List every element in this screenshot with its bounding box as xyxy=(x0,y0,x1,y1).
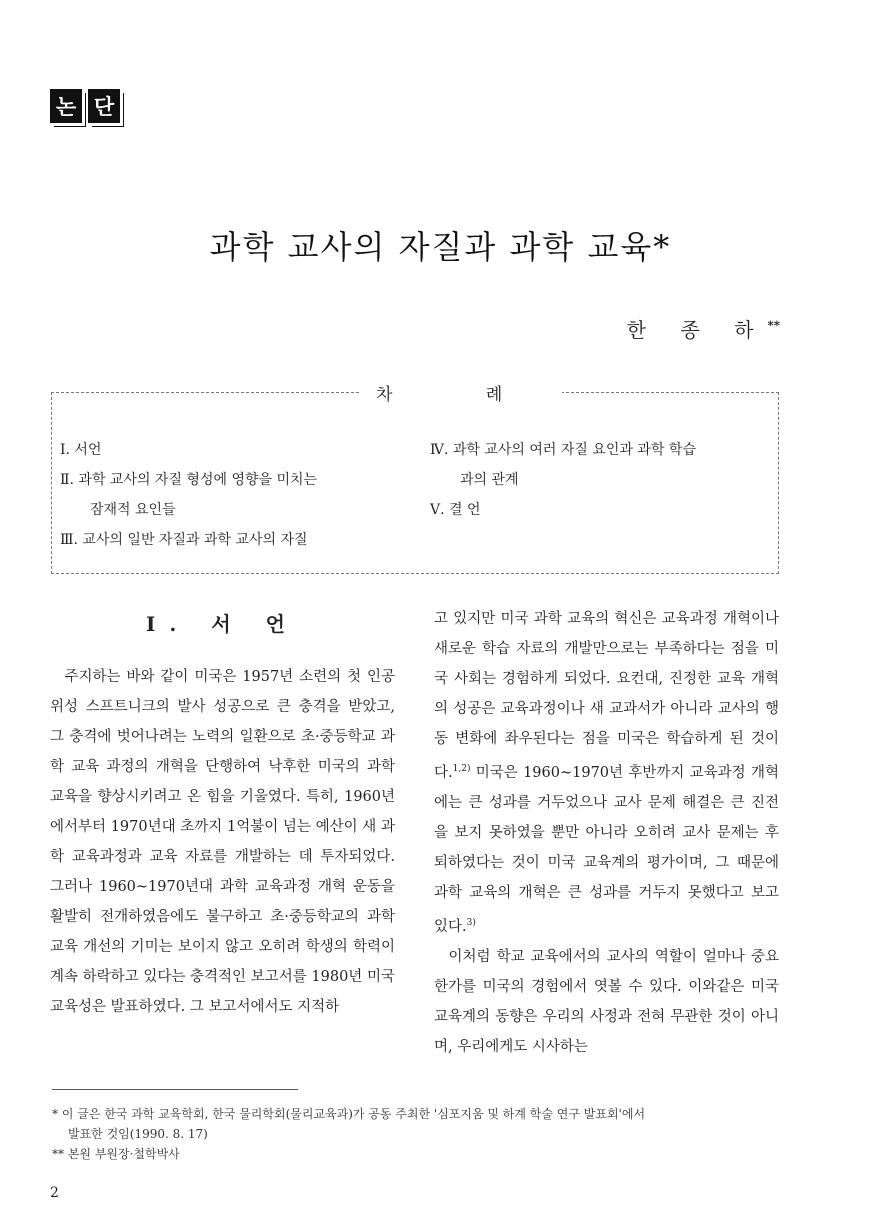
toc-item: Ⅰ. 서언 xyxy=(60,442,102,458)
paragraph-text: 미국은 1960~1970년 후반까지 교육과정 개혁에는 큰 성과를 거두었으나 교사 문제 해결은 큰 진전을 보지 못하였을 뿐만 아니라 오히려 교사 문제는 후퇴하였다는 것이 미국 교육계의 평가이며, 그 때문에 과학 교육의 개혁은 큰 성과를 거두지 못했다고 보고 있다. xyxy=(434,764,779,935)
toc-item: Ⅲ. 교사의 일반 자질과 과학 교사의 자질 xyxy=(60,532,308,548)
author-mark: ** xyxy=(767,318,780,333)
author-name: 한 종 하 xyxy=(626,318,768,342)
body-left-column xyxy=(50,662,395,1022)
toc-item: 과의 관계 xyxy=(460,472,519,488)
toc-item: Ⅱ. 과학 교사의 자질 형성에 영향을 미치는 xyxy=(60,472,318,488)
author xyxy=(620,314,780,343)
section-badge-1: 논 xyxy=(50,89,82,123)
footnote-divider xyxy=(52,1089,298,1090)
citation: 1,2) xyxy=(452,764,471,774)
section-badge-2: 단 xyxy=(88,89,120,123)
toc-item: Ⅴ. 결 언 xyxy=(430,502,481,518)
section-heading: Ⅰ. 서 언 xyxy=(146,612,299,636)
footnote-continuation: 발표한 것임(1990. 8. 17) xyxy=(68,1127,208,1141)
paragraph xyxy=(434,604,779,942)
article-title: 과학 교사의 자질과 과학 교육* xyxy=(209,228,672,266)
paragraph: 이처럼 학교 교육에서의 교사의 역할이 얼마나 중요한가를 미국의 경험에서 엿볼 수 있다. 이와같은 미국 교육계의 동향은 우리의 사정과 전혀 무관한 것이 아니며, 우리에게도 시사하는 xyxy=(434,948,779,1055)
paragraph-text: 고 있지만 미국 과학 교육의 혁신은 교육과정 개혁이나 새로운 학습 자료의 개발만으로는 부족하다는 점을 미국 사회는 경험하게 되었다. 요컨대, 진정한 교육 개혁의 성공은 교육과정이나 새 교과서가 아니라 교사의 행동 변화에 좌우된다는 점을 미국은 학습하게 된 것이다. xyxy=(434,611,779,781)
table-of-contents xyxy=(51,385,779,574)
body-right-column xyxy=(434,604,779,1062)
footnote: ** 본원 부원장·철학박사 xyxy=(52,1147,180,1161)
toc-label: 차 례 xyxy=(360,380,562,405)
footnotes xyxy=(52,1104,780,1164)
toc-item: Ⅳ. 과학 교사의 여러 자질 요인과 과학 학습 xyxy=(430,442,696,458)
paragraph: 주지하는 바와 같이 미국은 1957년 소련의 첫 인공위성 스프트니크의 발사 성공으로 큰 충격을 받았고, 그 충격에 벗어나려는 노력의 일환으로 초·중등학교 과학 교육 과정의 개혁을 단행하여 낙후한 미국의 과학 교육을 향상시키려고 온 힘을 기울였다. 특히, 1960년에서부터 1970년대 초까지 1억불이 넘는 예산이 새 과학 교육과정과 교육 자료를 개발하는 데 투자되었다. 그러나 1960~1970년대 과학 교육과정 개혁 운동을 활발히 전개하였음에도 불구하고 초·중등학교의 과학 교육 개선의 기미는 보이지 않고 오히려 학생의 학력이 계속 하락하고 있다는 충격적인 보고서를 1980년 미국 교육성은 발표하였다. 그 보고서에서도 지적하 xyxy=(50,669,395,1015)
citation: 3) xyxy=(466,917,476,928)
footnote: * 이 글은 한국 과학 교육학회, 한국 물리학회(물리교육과)가 공동 주최한 '심포지움 및 하계 학술 연구 발표회'에서 xyxy=(52,1107,646,1121)
toc-left-column xyxy=(60,435,410,555)
toc-right-column xyxy=(430,435,775,525)
page-number: 2 xyxy=(50,1185,59,1201)
toc-item: 잠재적 요인들 xyxy=(90,502,176,518)
